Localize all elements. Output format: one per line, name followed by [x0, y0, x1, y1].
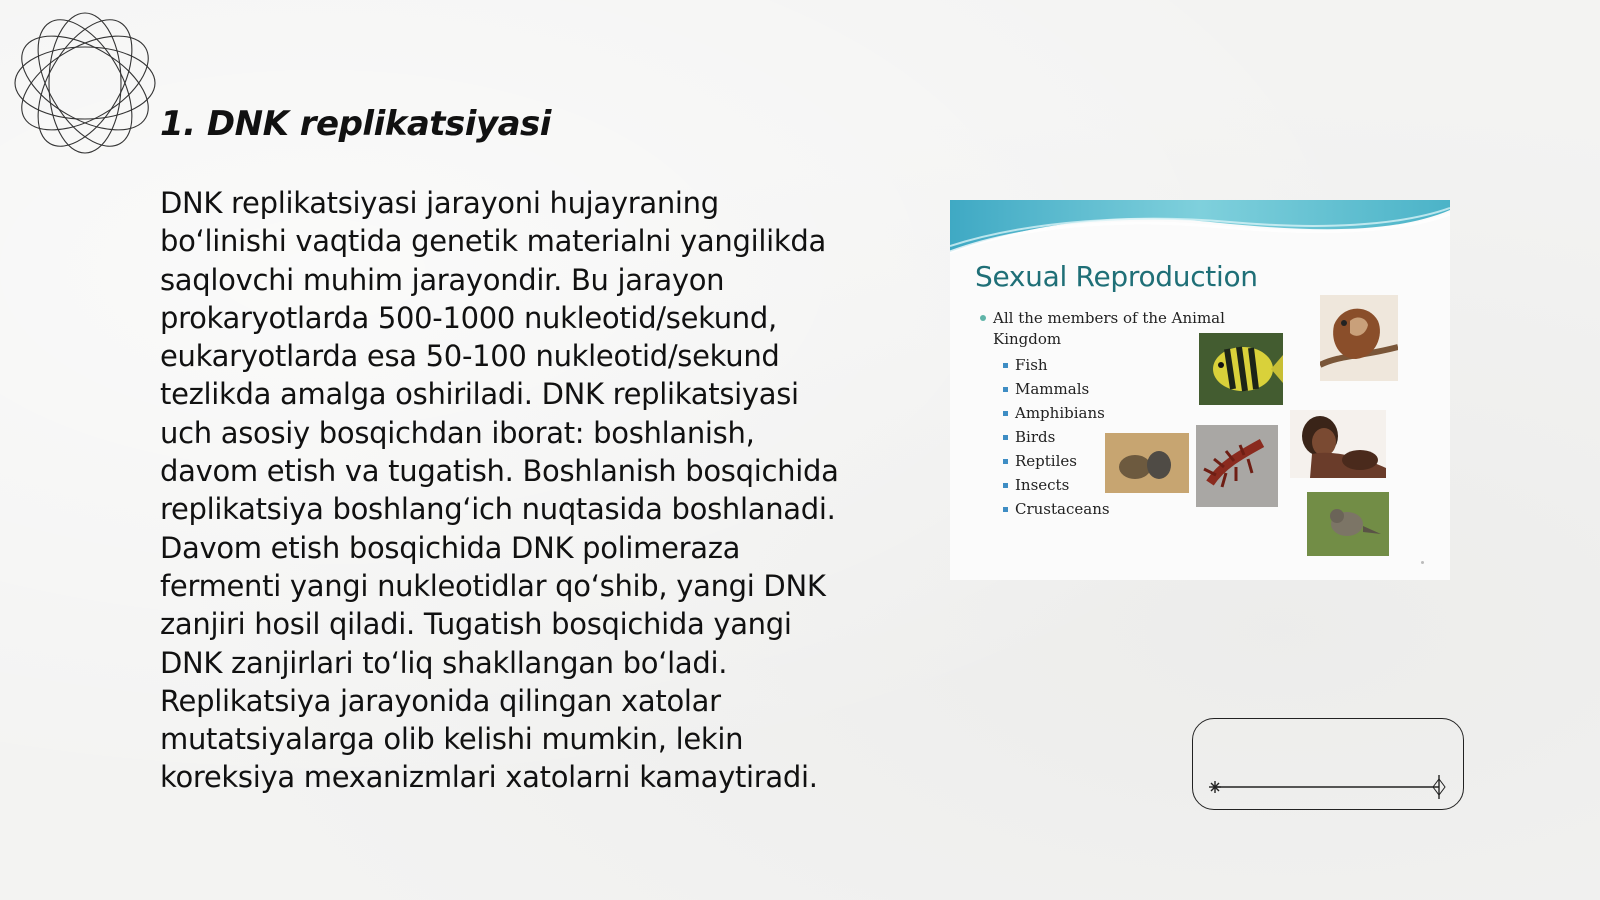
person-photo	[1290, 410, 1386, 478]
sub-bullet: Mammals	[975, 377, 1245, 401]
line-with-star-icon	[1193, 719, 1465, 811]
wave-header-graphic	[950, 200, 1450, 258]
crustacean-photo	[1196, 425, 1278, 507]
orbit-rings-logo	[12, 10, 158, 156]
fish-photo	[1199, 333, 1283, 405]
mollusc-photo	[1105, 433, 1189, 493]
rounded-box-with-line	[1192, 718, 1464, 810]
page-title: 1. DNK replikatsiyasi	[160, 104, 551, 144]
sub-bullet: Insects	[975, 473, 1245, 497]
sub-bullet: Birds	[975, 425, 1245, 449]
body-paragraph: DNK replikatsiyasi jarayoni hujayraning bo‘linishi vaqtida genetik materialni yangilikda saqlovchi muhim jarayondir. Bu jarayon prokaryotlarda 500-1000 nukleotid/sekund, eukaryotlarda esa 50-100 nukleotid/sekund tezlikda amalga oshiriladi. DNK replikatsiyasi uch asosiy bosqichdan iborat: boshlanish, davom etish va tugatish. Boshlanish bosqichida replikatsiya boshlang‘ich nuqtasida boshlanadi. Davom etish bosqichida DNK polimeraza fermenti yangi nukleotidlar qo‘shib, yangi DNK zanjiri hosil qiladi. Tugatish bosqichida yangi DNK zanjirlari to‘liq shakllangan bo‘ladi. Replikatsiya jarayonida qilingan xatolar mutatsiyalarga olib kelishi mumkin, lekin koreksiya mexanizmlari xatolarni kamaytiradi.	[160, 186, 839, 795]
sub-bullet: Crustaceans	[975, 497, 1245, 521]
sub-bullet: Fish	[975, 353, 1245, 377]
slide-number-mark	[1421, 561, 1424, 564]
bird-photo	[1320, 295, 1398, 381]
embedded-slide-title: Sexual Reproduction	[975, 260, 1258, 293]
small-bird-photo	[1307, 492, 1389, 556]
main-bullet: All the members of the Animal Kingdom	[975, 308, 1245, 350]
sub-bullet: Amphibians	[975, 401, 1245, 425]
sub-bullet: Reptiles	[975, 449, 1245, 473]
embedded-slide-image	[950, 200, 1450, 580]
